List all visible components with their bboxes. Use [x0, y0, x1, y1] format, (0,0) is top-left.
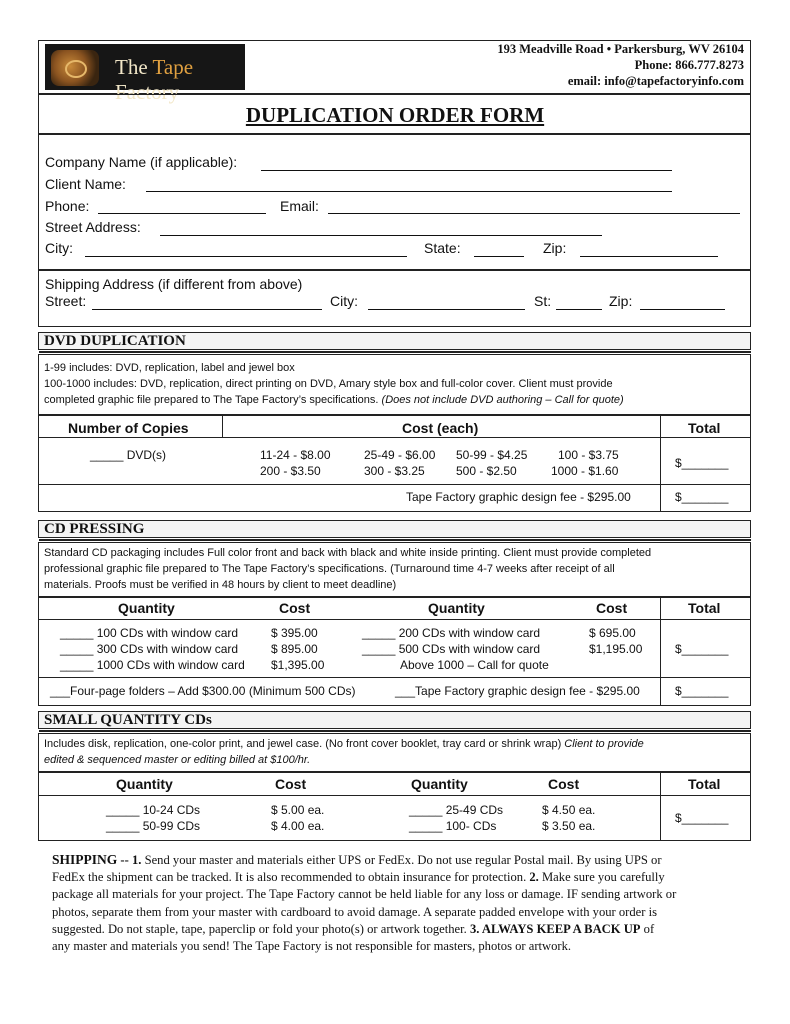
shipping-step-1: -- 1.: [120, 853, 142, 867]
cd-cost-100: $ 395.00: [271, 626, 318, 640]
cd-cost-500: $1,195.00: [589, 642, 643, 656]
cd-qty-100[interactable]: _____ 100 CDs with window card: [60, 626, 239, 640]
form-title: DUPLICATION ORDER FORM: [245, 103, 545, 127]
shipping-step-3: 3. ALWAYS KEEP A BACK UP: [469, 921, 641, 936]
cd-qty-200[interactable]: _____ 200 CDs with window card: [362, 626, 541, 640]
cd-above-1000-note: Above 1000 – Call for quote: [400, 658, 549, 672]
cd-col-cost-2: Cost: [596, 600, 628, 616]
cd-four-page-folders[interactable]: ___Four-page folders – Add $300.00 (Minimum 500 CDs): [50, 684, 356, 698]
small-desc-line-1: [44, 738, 644, 750]
cd-cost-300: $ 895.00: [271, 642, 318, 656]
reel-emblem-icon: [51, 50, 99, 86]
zip-label: Zip:: [543, 240, 567, 256]
street-address-field[interactable]: [160, 235, 602, 236]
ship-city-label: City:: [330, 293, 358, 309]
ship-city-field[interactable]: [368, 309, 525, 310]
tape-factory-logo: [45, 44, 245, 104]
dvd-section-heading: DVD DUPLICATION: [38, 332, 751, 350]
cd-col-quantity-1: Quantity: [118, 600, 175, 616]
dvd-desc-authoring-note: (Does not include DVD authoring – Call for quote): [381, 394, 624, 406]
ship-street-label: Street:: [45, 293, 87, 309]
dvd-price-1000: 1000 - $1.60: [551, 464, 619, 478]
dvd-col-total: Total: [688, 420, 721, 436]
small-col-cost-1: Cost: [275, 776, 307, 792]
shipping-line-2a: FedEx the shipment can be tracked. It is also recommended to obtain insurance for protection.: [52, 870, 527, 885]
dvd-desc-line-2: 100-1000 includes: DVD, replication, direct printing on DVD, Amary style box and full-color cover. Client must provide: [44, 378, 613, 390]
shipping-address-title: Shipping Address (if different from above): [45, 276, 303, 292]
cd-design-fee-label[interactable]: ___Tape Factory graphic design fee - $295.00: [395, 684, 640, 698]
dvd-col-cost: Cost (each): [402, 420, 479, 436]
dvd-desc-line-1: 1-99 includes: DVD, replication, label and jewel box: [44, 362, 295, 374]
shipping-line-4: photos, separate them from your master with cardboard to avoid damage. A separate padded envelope with your order is: [52, 904, 658, 919]
client-name-field[interactable]: [146, 191, 672, 192]
cd-col-total: Total: [688, 600, 721, 616]
dvd-table-top: [38, 414, 751, 416]
dvd-design-fee-label: Tape Factory graphic design fee - $295.00: [406, 490, 631, 504]
small-cost-100: $ 3.50 ea.: [542, 819, 596, 833]
dvd-col-number-of-copies: Number of Copies: [68, 420, 189, 436]
small-col-total: Total: [688, 776, 721, 792]
email-field[interactable]: [328, 213, 740, 214]
small-cost-10-24: $ 5.00 ea.: [271, 803, 325, 817]
city-label: City:: [45, 240, 73, 256]
shipping-line-5b: of: [643, 921, 655, 936]
cd-qty-1000[interactable]: _____ 1000 CDs with window card: [60, 658, 245, 672]
ship-st-field[interactable]: [556, 309, 602, 310]
dvd-price-50-99: 50-99 - $4.25: [456, 448, 528, 462]
client-name-label: Client Name:: [45, 176, 126, 192]
city-field[interactable]: [85, 256, 407, 257]
street-address-label: Street Address:: [45, 219, 141, 235]
dvd-price-300: 300 - $3.25: [364, 464, 425, 478]
dvd-price-100: 100 - $3.75: [558, 448, 619, 462]
shipping-line-6: any master and materials you send! The Tape Factory is not responsible for masters, photos or artwork.: [52, 939, 572, 954]
company-name-label: Company Name (if applicable):: [45, 154, 238, 170]
dvd-price-500: 500 - $2.50: [456, 464, 517, 478]
cd-cost-1000: $1,395.00: [271, 658, 325, 672]
cd-col-quantity-2: Quantity: [428, 600, 485, 616]
cd-design-fee-total[interactable]: $_______: [675, 684, 729, 698]
cd-total-field[interactable]: $_______: [675, 642, 729, 656]
small-col-quantity-1: Quantity: [116, 776, 173, 792]
logo-text-tape: Tape: [152, 55, 194, 79]
phone-label: Phone:: [45, 198, 90, 214]
cd-cost-200: $ 695.00: [589, 626, 636, 640]
company-name-field[interactable]: [261, 170, 672, 171]
dvd-desc-spec: completed graphic file prepared to The Tape Factory’s specifications.: [44, 394, 379, 406]
ship-street-field[interactable]: [92, 309, 322, 310]
zip-field[interactable]: [580, 256, 718, 257]
state-field[interactable]: [474, 256, 524, 257]
small-total-field[interactable]: $_______: [675, 811, 729, 825]
small-qty-25-49[interactable]: _____ 25-49 CDs: [409, 803, 504, 817]
shipping-line-2b: Make sure you carefully: [541, 870, 665, 885]
email-label: Email:: [280, 198, 319, 214]
shipping-line-3: package all materials for your project. The Tape Factory cannot be held liable for any loss or damage. IF sending artwork or: [52, 887, 677, 902]
ship-zip-label: Zip:: [609, 293, 633, 309]
ship-zip-field[interactable]: [640, 309, 725, 310]
small-cost-50-99: $ 4.00 ea.: [271, 819, 325, 833]
small-desc-includes: Includes disk, replication, one-color print, and jewel case. (No front cover booklet, tray card or shrink wrap): [44, 738, 562, 750]
small-qty-100[interactable]: _____ 100- CDs: [409, 819, 497, 833]
company-address: 193 Meadville Road • Parkersburg, WV 26104: [497, 42, 744, 56]
small-desc-line-2: edited & sequenced master or editing billed at $100/hr.: [44, 754, 311, 766]
dvd-total-field[interactable]: $_______: [675, 456, 729, 470]
shipping-label: SHIPPING: [52, 852, 118, 867]
phone-field[interactable]: [98, 213, 266, 214]
small-col-quantity-2: Quantity: [411, 776, 468, 792]
cd-qty-300[interactable]: _____ 300 CDs with window card: [60, 642, 239, 656]
shipping-step-2: 2.: [529, 870, 539, 885]
logo-text-the: The: [115, 55, 148, 79]
shipping-notes: [52, 851, 752, 955]
dvd-price-200: 200 - $3.50: [260, 464, 321, 478]
company-email: email: info@tapefactoryinfo.com: [567, 74, 744, 88]
small-quantity-heading: SMALL QUANTITY CDs: [38, 711, 751, 729]
cd-desc-line-1: Standard CD packaging includes Full color front and back with black and white inside printing. Client must provide completed: [44, 547, 652, 559]
state-label: State:: [424, 240, 461, 256]
small-qty-50-99[interactable]: _____ 50-99 CDs: [106, 819, 201, 833]
cd-desc-line-2: professional graphic file prepared to The Tape Factory’s specifications. (Turnaround time 4-7 weeks after receipt of all: [44, 563, 615, 575]
small-desc-client-note: Client to provide: [564, 738, 644, 750]
dvd-quantity-field[interactable]: _____ DVD(s): [90, 448, 167, 462]
dvd-price-11-24: 11-24 - $8.00: [260, 448, 331, 462]
cd-col-cost-1: Cost: [279, 600, 311, 616]
logo-text-factory: Factory: [115, 80, 180, 104]
small-col-cost-2: Cost: [548, 776, 580, 792]
dvd-design-fee-total[interactable]: $_______: [675, 490, 729, 504]
shipping-line-1: Send your master and materials either UPS or FedEx. Do not use regular Postal mail. By using UPS or: [144, 853, 662, 867]
shipping-line-5a: suggested. Do not staple, tape, paperclip or fold your photo(s) or artwork together.: [52, 921, 467, 936]
dvd-price-25-49: 25-49 - $6.00: [364, 448, 436, 462]
ship-st-label: St:: [534, 293, 552, 309]
cd-desc-line-3: materials. Proofs must be verified in 48 hours by client to meet deadline): [44, 579, 397, 591]
dvd-desc-line-3: [44, 394, 624, 406]
company-phone: Phone: 866.777.8273: [634, 58, 744, 72]
small-qty-10-24[interactable]: _____ 10-24 CDs: [106, 803, 201, 817]
small-cost-25-49: $ 4.50 ea.: [542, 803, 596, 817]
cd-qty-500[interactable]: _____ 500 CDs with window card: [362, 642, 541, 656]
cd-section-heading: CD PRESSING: [38, 520, 751, 538]
